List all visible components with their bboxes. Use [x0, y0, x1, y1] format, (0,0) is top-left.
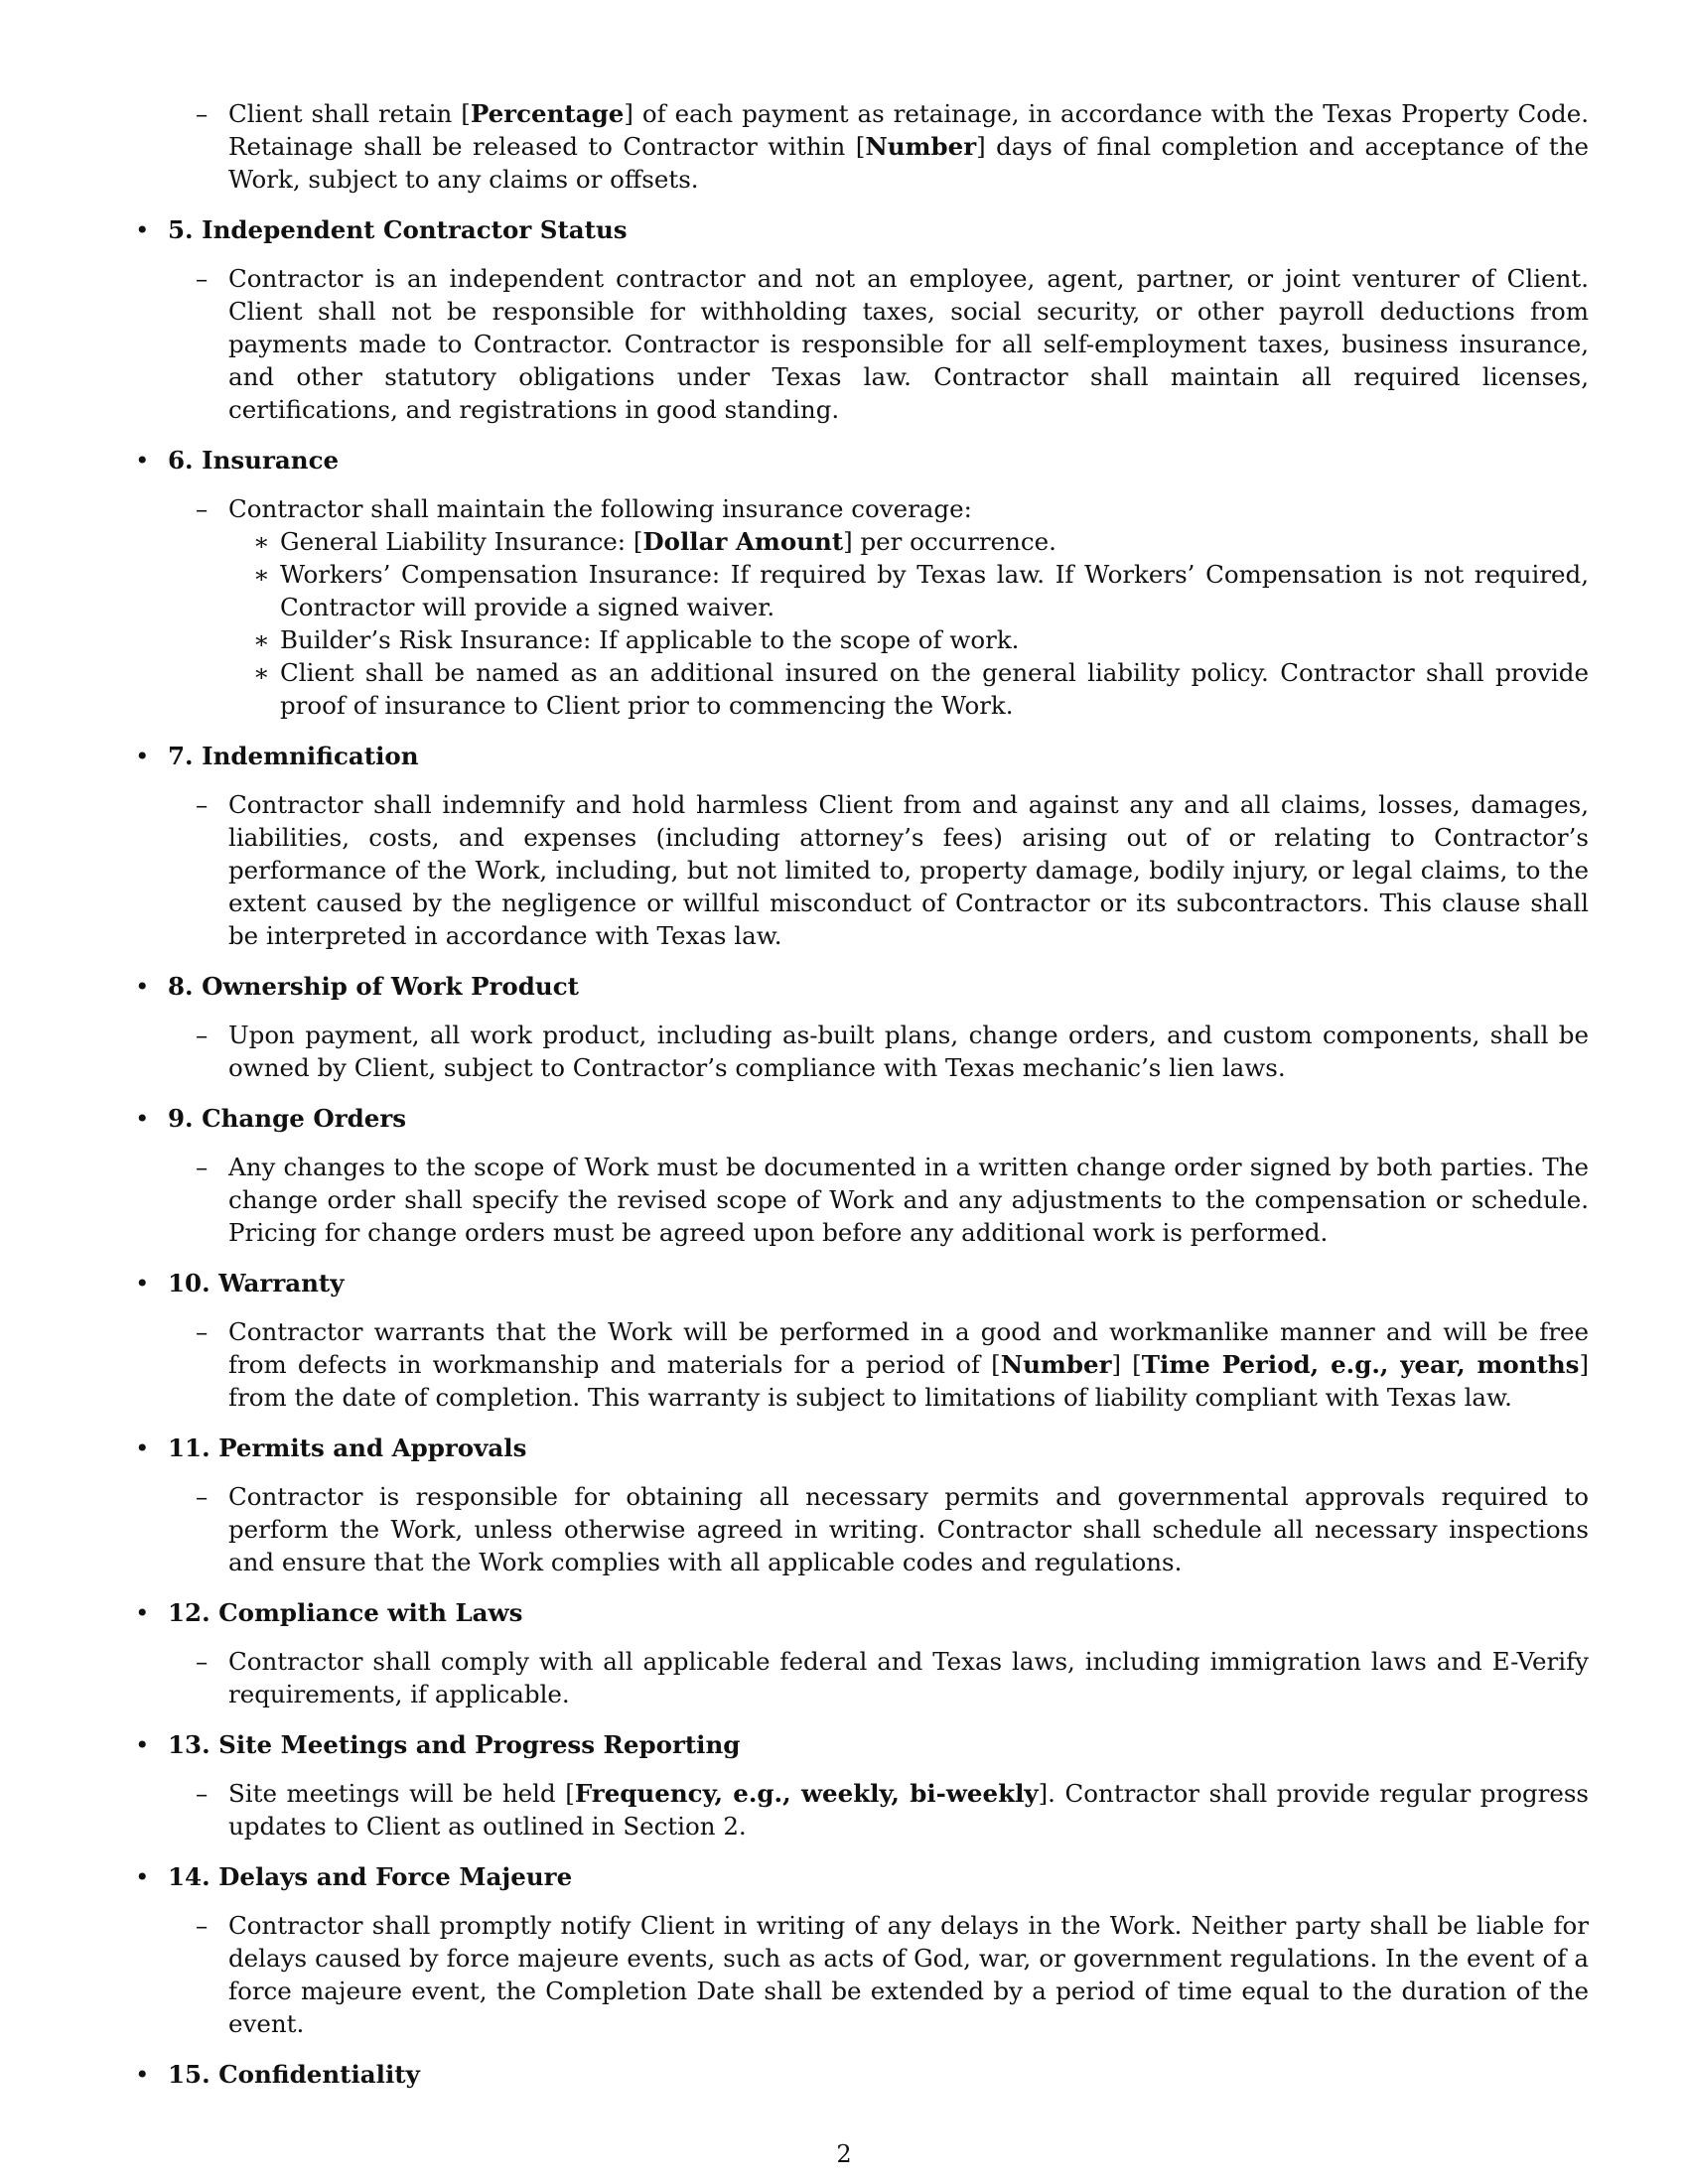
clause	[196, 788, 1589, 952]
document-body	[135, 97, 1589, 2109]
bullet-marker: •	[135, 1598, 150, 1627]
clause-text: Site meetings will be held [	[228, 1779, 575, 1808]
bullet-marker: •	[135, 1269, 150, 1297]
section-title: 10. Warranty	[168, 1269, 345, 1297]
bullet-marker: •	[135, 446, 150, 475]
star-marker: ∗	[253, 560, 270, 589]
section-warranty	[135, 1267, 1589, 1414]
clause-text: Upon payment, all work product, including as-built plans, change orders, and custom components, shall be owned by Client, subject to Contractor’s compliance with Texas mechanic’s lien laws.	[228, 1021, 1589, 1082]
clause-text: Contractor shall maintain the following insurance coverage:	[228, 494, 972, 523]
bullet-marker: •	[135, 215, 150, 244]
list-item-text: Builder’s Risk Insurance: If applicable to the scope of work.	[280, 625, 1020, 654]
section-heading	[135, 970, 1589, 1003]
clause	[196, 262, 1589, 426]
section-confidentiality	[135, 2058, 1589, 2091]
dash-marker: –	[196, 1911, 209, 1940]
page-number: 2	[836, 2140, 852, 2168]
clause-text: Contractor shall indemnify and hold harmless Client from and against any and all claims, losses, damages, liabilities, costs, and expenses (including attorney’s fees) arising out of or relating to Contractor’s performance of the Work, including, but not limited to, property damage, bodily injury, or legal claims, to the extent caused by the negligence or willful misconduct of Contractor or its subcontractors. This clause shall be interpreted in accordance with Texas law.	[228, 790, 1589, 950]
clause	[196, 1909, 1589, 2040]
section-title: 11. Permits and Approvals	[168, 1433, 527, 1462]
dash-marker: –	[196, 1317, 209, 1346]
section-title: 7. Indemnification	[168, 742, 419, 770]
star-marker: ∗	[253, 625, 270, 654]
bullet-marker: •	[135, 1862, 150, 1891]
list-item	[253, 558, 1589, 623]
list-item-text: Workers’ Compensation Insurance: If required by Texas law. If Workers’ Compensation is not required, Contractor will provide a signed waiver.	[280, 560, 1589, 621]
clause-text: Client shall retain [	[228, 99, 471, 128]
clause	[196, 1315, 1590, 1414]
clause-text: Contractor is responsible for obtaining all necessary permits and governmental approvals required to perform the Work, unless otherwise agreed in writing. Contractor shall schedule all necessary inspections and ensure that the Work complies with all applicable codes and regulations.	[228, 1482, 1589, 1576]
clause-text: Contractor is an independent contractor and not an employee, agent, partner, or joint venturer of Client. Client shall not be responsible for withholding taxes, social security, or other payroll deductions from payments made to Contractor. Contractor is responsible for all self-employment taxes, business insurance, and other statutory obligations under Texas law. Contractor shall maintain all required licenses, certifications, and registrations in good standing.	[228, 264, 1589, 424]
section-heading	[135, 1860, 1589, 1893]
bullet-marker: •	[135, 742, 150, 770]
dash-marker: –	[196, 1021, 209, 1049]
clause-text: Any changes to the scope of Work must be documented in a written change order signed by both parties. The change order shall specify the revised scope of Work and any adjustments to the compensation or schedule. Pricing for change orders must be agreed upon before any additional work is performed.	[228, 1153, 1589, 1247]
clause-text: ]. Contractor shall provide regular progress updates to Client as outlined in Section 2.	[228, 1779, 1589, 1841]
section-ownership	[135, 970, 1589, 1084]
section-title: 5. Independent Contractor Status	[168, 215, 628, 244]
list-item-text: General Liability Insurance: [	[280, 527, 643, 556]
bullet-marker: •	[135, 1730, 150, 1759]
clause-text: Contractor shall comply with all applicable federal and Texas laws, including immigration laws and E-Verify requirements, if applicable.	[228, 1647, 1589, 1708]
clause	[196, 1645, 1589, 1710]
placeholder-field: Time Period, e.g., year, months	[1141, 1350, 1580, 1379]
section-title: 8. Ownership of Work Product	[168, 972, 579, 1001]
list-item	[253, 656, 1589, 722]
section-insurance	[135, 444, 1589, 722]
section-heading	[135, 740, 1589, 772]
dash-marker: –	[196, 1779, 209, 1808]
section-title: 12. Compliance with Laws	[168, 1598, 523, 1627]
clause-text: ] days of final completion and acceptance of the Work, subject to any claims or offsets.	[228, 132, 1589, 194]
dash-marker: –	[196, 1647, 209, 1676]
dash-marker: –	[196, 99, 209, 128]
section-heading	[135, 1728, 1589, 1761]
section-independent-contractor	[135, 213, 1589, 426]
section-title: 14. Delays and Force Majeure	[168, 1862, 573, 1891]
placeholder-field: Percentage	[470, 99, 625, 128]
section-change-orders	[135, 1102, 1589, 1249]
clause	[196, 1480, 1589, 1578]
section-indemnification	[135, 740, 1589, 952]
section-site-meetings	[135, 1728, 1589, 1843]
star-marker: ∗	[253, 527, 270, 556]
section-heading	[135, 2058, 1589, 2091]
section-title: 6. Insurance	[168, 446, 340, 475]
clause	[196, 492, 1589, 722]
bullet-marker: •	[135, 1104, 150, 1133]
clause	[196, 1019, 1589, 1084]
placeholder-field: Number	[1000, 1350, 1112, 1379]
section-title: 15. Confidentiality	[168, 2060, 420, 2089]
section-compliance	[135, 1596, 1589, 1710]
clause-text: ] from the date of completion. This warranty is subject to limitations of liability compliant with Texas law.	[228, 1350, 1590, 1412]
dash-marker: –	[196, 1153, 209, 1181]
bullet-marker: •	[135, 1433, 150, 1462]
clause-text: Contractor shall promptly notify Client in writing of any delays in the Work. Neither party shall be liable for delays caused by force majeure events, such as acts of God, war, or government regulations. In the event of a force majeure event, the Completion Date shall be extended by a period of time equal to the duration of the event.	[228, 1911, 1589, 2038]
placeholder-field: Number	[865, 132, 977, 161]
dash-marker: –	[196, 264, 209, 293]
placeholder-field: Dollar Amount	[642, 527, 844, 556]
list-item-text: Client shall be named as an additional insured on the general liability policy. Contractor shall provide proof of insurance to Client prior to commencing the Work.	[280, 658, 1589, 720]
section-delays	[135, 1860, 1589, 2040]
clause-text: ] [	[1111, 1350, 1142, 1379]
section-heading	[135, 444, 1589, 477]
section-permits	[135, 1432, 1589, 1578]
clause	[196, 1151, 1589, 1249]
dash-marker: –	[196, 1482, 209, 1511]
clause	[196, 1777, 1589, 1843]
section-heading	[135, 1432, 1589, 1464]
placeholder-field: Frequency, e.g., weekly, bi-weekly	[574, 1779, 1039, 1808]
section-title: 9. Change Orders	[168, 1104, 407, 1133]
bullet-marker: •	[135, 972, 150, 1001]
section-heading	[135, 213, 1589, 246]
star-marker: ∗	[253, 658, 270, 687]
retainage-clause	[196, 97, 1589, 196]
dash-marker: –	[196, 790, 209, 819]
list-item	[253, 525, 1589, 558]
dash-marker: –	[196, 494, 209, 523]
section-heading	[135, 1267, 1589, 1299]
section-title: 13. Site Meetings and Progress Reporting	[168, 1730, 741, 1759]
clause-text: ] of each payment as retainage, in accordance with the Texas Property Code. Retainage shall be released to Contractor within [	[228, 99, 1589, 161]
list-item	[253, 623, 1589, 656]
clause-text: Contractor warrants that the Work will be performed in a good and workmanlike manner and will be free from defects in workmanship and materials for a period of [	[228, 1317, 1589, 1379]
list-item-text: ] per occurrence.	[843, 527, 1056, 556]
bullet-marker: •	[135, 2060, 150, 2089]
section-heading	[135, 1596, 1589, 1629]
section-heading	[135, 1102, 1589, 1135]
